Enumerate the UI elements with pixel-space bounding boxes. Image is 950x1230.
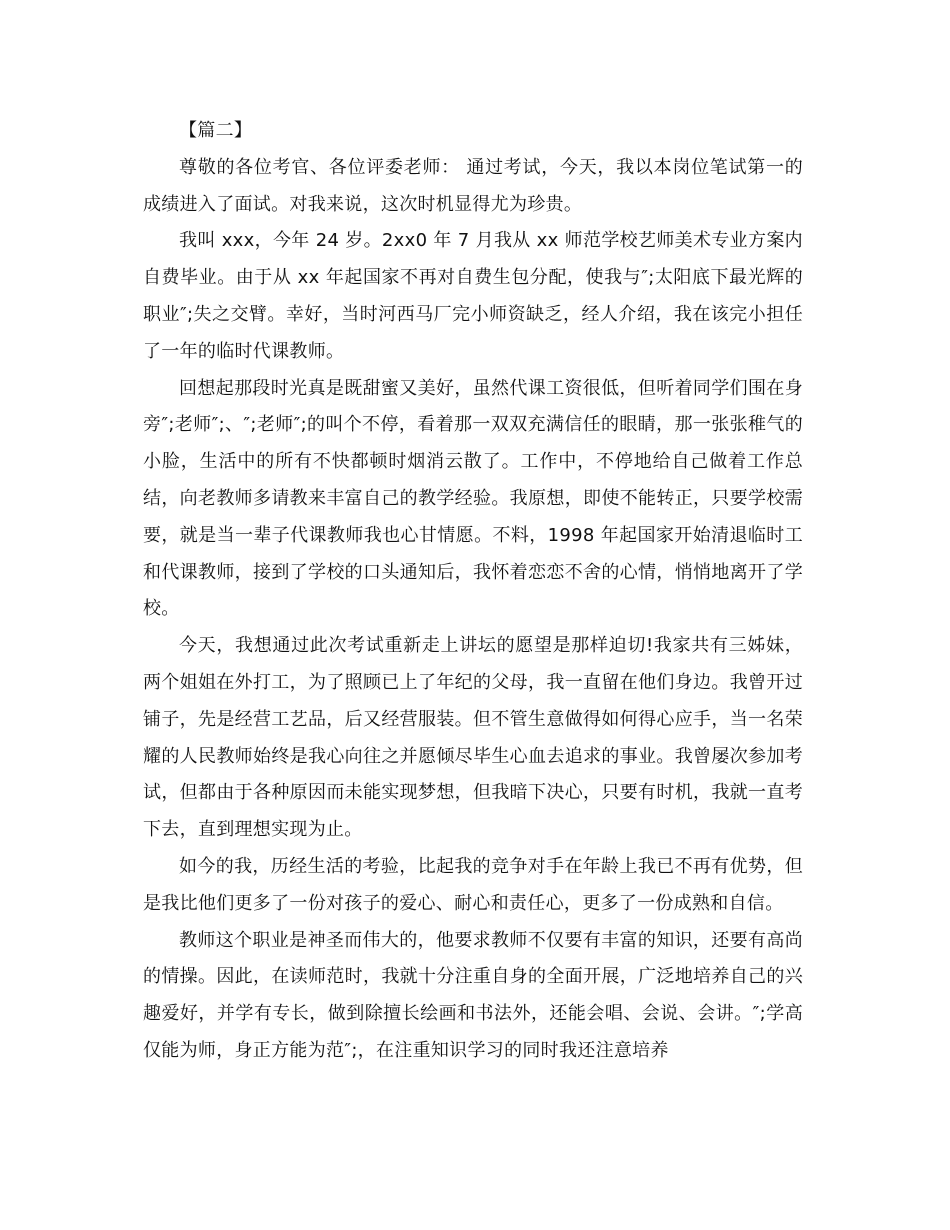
paragraph-aspiration: 今天，我想通过此次考试重新走上讲坛的愿望是那样迫切!我家共有三姊妹，两个姐姐在外打工，为了照顾已上了年纪的父母，我一直留在他们身边。我曾开过铺子，先是经营工艺品，后又经营服装。但不管生意做得如何得心应手，当一名荣耀的人民教师始终是我心向往之并愿倾尽毕生心血去追求的事业。我曾屡次参加考试，但都由于各种原因而未能实现梦想，但我暗下决心，只要有时机，我就一直考下去，直到理想实现为止。 xyxy=(143,635,803,841)
paragraph-substitute-teaching: 回想起那段时光真是既甜蜜又美好，虽然代课工资很低，但听着同学们围在身旁″;老师″;、″;老师″;的叫个不停，看着那一双双充满信任的眼睛，那一张张稚气的小脸，生活中的所有不快都顿时烟消云散了。工作中，不停地给自己做着工作总结，向老教师多请教来丰富自己的教学经验。我原想，即使不能转正，只要学校需要，就是当一辈子代课教师我也心甘情愿。不料，1998 年起国家开始清退临时工和代课教师，接到了学校的口头通知后，我怀着恋恋不舍的心情，悄悄地离开了学校。 xyxy=(143,377,803,620)
document-body xyxy=(143,113,803,1070)
paragraph-teacher-qualities: 教师这个职业是神圣而伟大的，他要求教师不仅要有丰富的知识，还要有高尚的情操。因此，在读师范时，我就十分注重自身的全面开展，广泛地培养自己的兴趣爱好，并学有专长，做到除擅长绘画和书法外，还能会唱、会说、会讲。″;学高仅能为师，身正方能为范″;，在注重知识学习的同时我还注意培养 xyxy=(143,929,803,1061)
section-heading: 【篇二】 xyxy=(179,120,253,141)
paragraph-greeting: 尊敬的各位考官、各位评委老师： 通过考试，今天，我以本岗位笔试第一的成绩进入了面试。对我来说，这次时机显得尤为珍贵。 xyxy=(143,156,803,215)
paragraph-introduction: 我叫 xxx，今年 24 岁。2xx0 年 7 月我从 xx 师范学校艺师美术专业方案内自费毕业。由于从 xx 年起国家不再对自费生包分配，使我与″;太阳底下最光辉的职业″;失之交臂。幸好，当时河西马厂完小师资缺乏，经人介绍，我在该完小担任了一年的临时代课教师。 xyxy=(143,230,803,362)
paragraph-experience: 如今的我，历经生活的考验，比起我的竞争对手在年龄上我已不再有优势，但是我比他们更多了一份对孩子的爱心、耐心和责任心，更多了一份成熟和自信。 xyxy=(143,855,803,914)
